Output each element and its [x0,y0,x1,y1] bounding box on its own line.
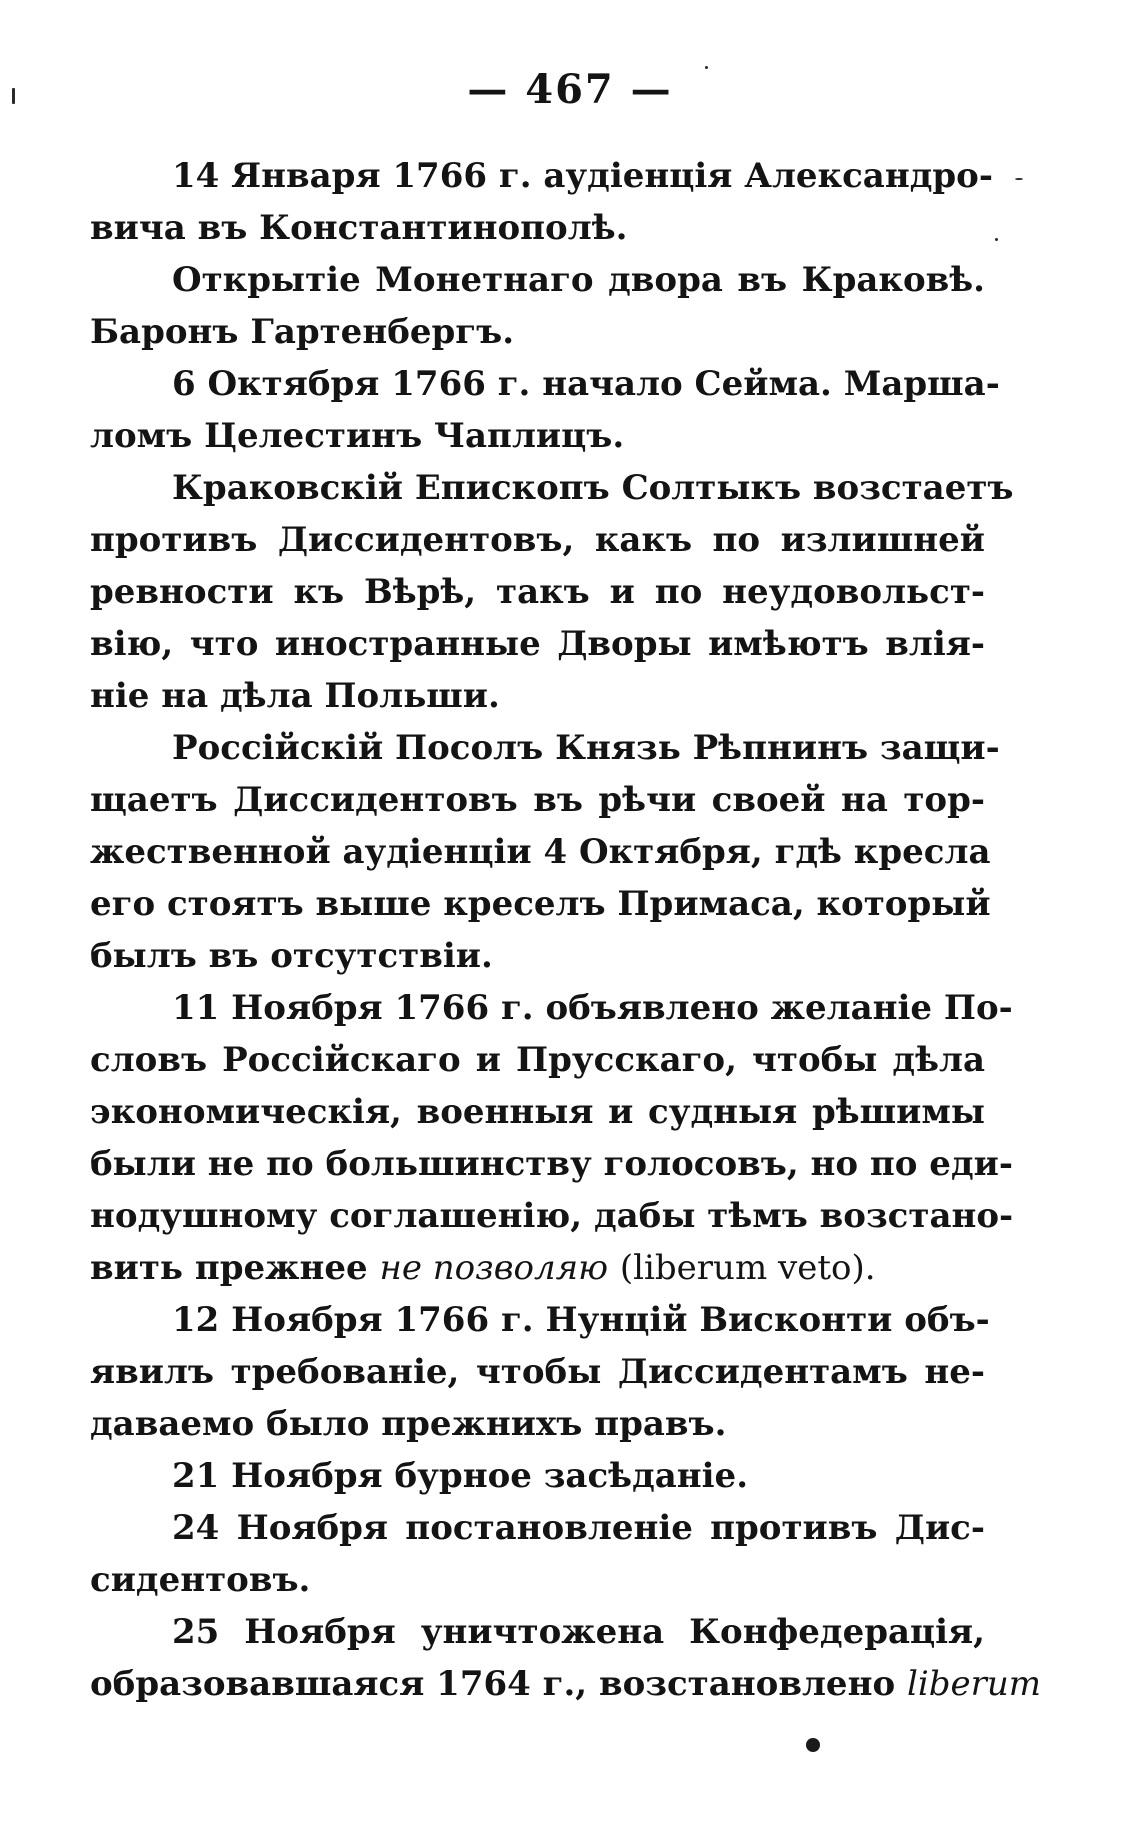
text-line: явилъ требованіе, чтобы Диссидентамъ не- [90,1352,985,1392]
text-line: жественной аудіенціи 4 Октября, гдѣ кресла [90,832,991,872]
text-line: 25 Ноября уничтожена Конфедерація, [172,1612,985,1652]
text-line-mixed [90,1658,1042,1710]
ink-spot [806,1738,820,1752]
text-line-mixed [90,1242,985,1294]
text-line: противъ Диссидентовъ, какъ по излишней [90,520,985,560]
text-line: даваемо было прежнихъ правъ. [90,1404,727,1444]
text-line: 24 Ноября постановленіе противъ Дис- [172,1508,985,1548]
text-line: ревности къ Вѣрѣ, такъ и по неудовольст- [90,572,985,612]
text-line: 12 Ноября 1766 г. Нунцій Висконти объ- [172,1300,990,1340]
text-line: щаетъ Диссидентовъ въ рѣчи своей на тор- [90,780,985,820]
text-line: ніе на дѣла Польши. [90,676,500,716]
text-line: 21 Ноября бурное засѣданіе. [172,1456,749,1496]
text-fragment: вить прежнее [90,1248,368,1288]
italic-phrase: не позволяю [379,1248,609,1288]
text-line: вича въ Константинополѣ. [90,208,628,248]
text-line: экономическія, военныя и судныя рѣшимы [90,1092,985,1132]
text-line: словъ Россійскаго и Прусскаго, чтобы дѣла [90,1040,985,1080]
text-line: Открытіе Монетнаго двора въ Краковѣ. [172,260,985,300]
text-line: сидентовъ. [90,1560,311,1600]
latin-phrase: (liberum veto). [619,1248,876,1288]
page-body-text [90,150,1042,1710]
text-line: 11 Ноября 1766 г. объявлено желаніе По- [172,988,1013,1028]
text-line: были не по большинству голосовъ, но по еди- [90,1144,1013,1184]
text-line: Краковскій Епископъ Солтыкъ возстаетъ [172,468,1014,508]
text-line: Россійскій Посолъ Князь Рѣпнинъ защи- [172,728,1000,768]
scan-speck [705,66,708,69]
italic-latin-word: liberum [906,1664,1042,1704]
text-line: 14 Января 1766 г. аудіенція Александро- [172,156,993,196]
text-line: ломъ Целестинъ Чаплицъ. [90,416,625,456]
text-line: его стоятъ выше креселъ Примаса, который [90,884,991,924]
text-line: былъ въ отсутствіи. [90,936,493,976]
text-line: нодушному соглашенію, дабы тѣмъ возстано- [90,1196,1014,1236]
page-number: — 467 — [467,66,673,113]
scan-speck [995,238,998,241]
text-line: 6 Октября 1766 г. начало Сейма. Марша- [172,364,1000,404]
text-fragment: образовавшаяся 1764 г., возстановлено [90,1664,896,1704]
scan-speck [12,88,15,104]
text-line: Баронъ Гартенбергъ. [90,312,515,352]
text-line: вію, что иностранные Дворы имѣютъ влія- [90,624,985,664]
scan-speck [1015,178,1023,180]
